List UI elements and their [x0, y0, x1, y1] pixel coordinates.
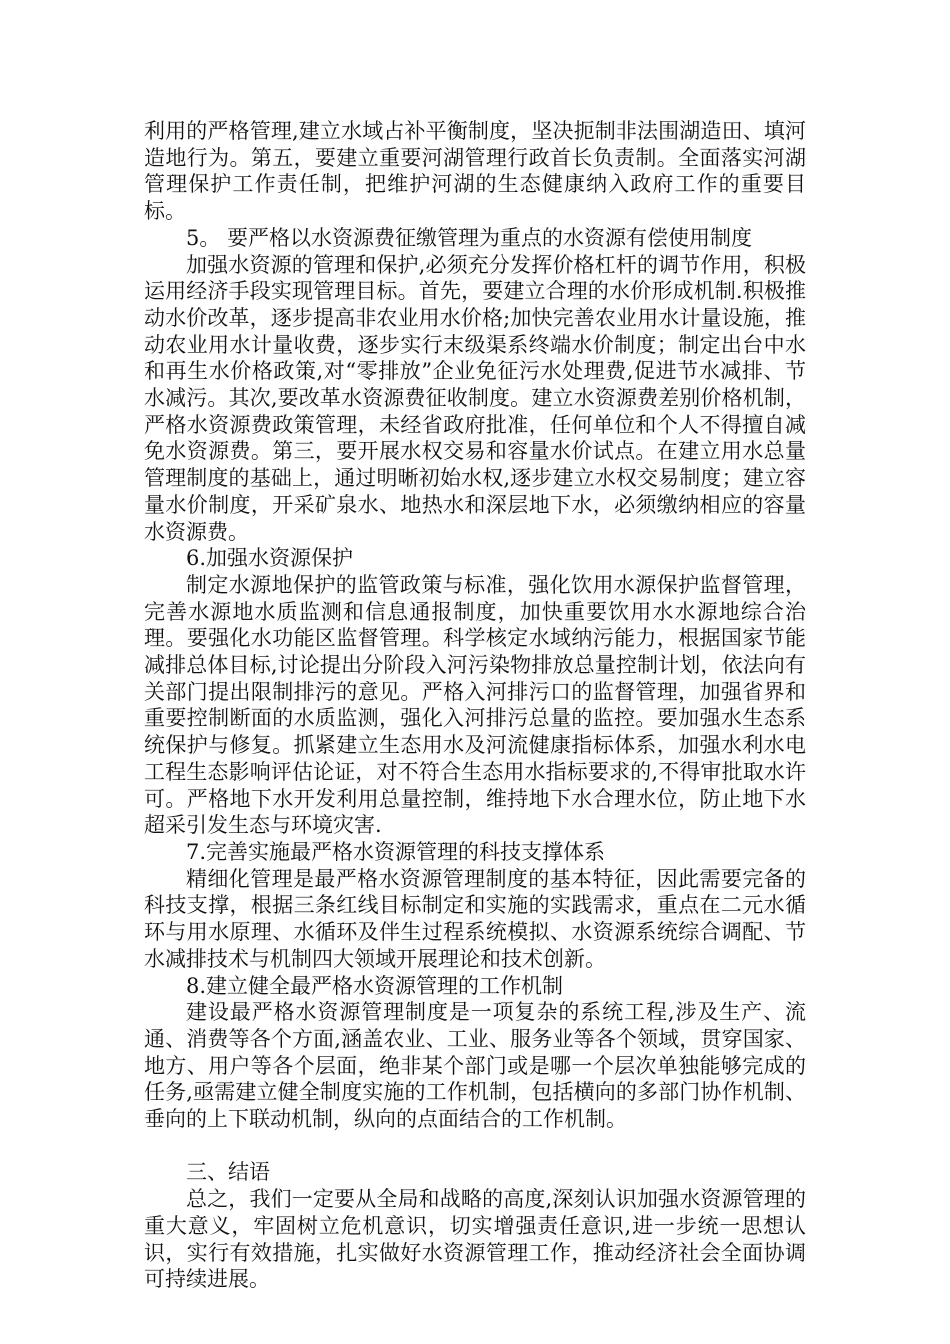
paragraph-tech-support: 精细化管理是最严格水资源管理制度的基本特征，因此需要完备的科技支撑，根据三条红线目标制定和实施的实践需求，重点在二元水循环与用水原理、水循环及伴生过程系统模拟、水资源系统综合调配、节水减排技术与机制四大领域开展理论和技术创新。	[144, 866, 806, 971]
paragraph-conclusion: 总之，我们一定要从全局和战略的高度,深刻认识加强水资源管理的重大意义，牢固树立危机意识，切实增强责任意识,进一步统一思想认识，实行有效措施，扎实做好水资源管理工作，推动经济社会全面协调可持续进展。	[144, 1187, 806, 1292]
paragraph-work-mechanism: 建设最严格水资源管理制度是一项复杂的系统工程,涉及生产、流通、消费等各个方面,涵盖农业、工业、服务业等各个领域，贯穿国家、地方、用户等各个层面，绝非某个部门或是哪一个层次单独能够完成的任务,亟需建立健全制度实施的工作机制，包括横向的多部门协作机制、垂向的上下联动机制，纵向的点面结合的工作机制。	[144, 1000, 806, 1132]
paragraph-water-protection: 制定水源地保护的监管政策与标准，强化饮用水源保护监督管理，完善水源地水质监测和信息通报制度，加快重要饮用水水源地综合治理。要强化水功能区监督管理。科学核定水域纳污能力，根据国家节能减排总体目标,讨论提出分阶段入河污染物排放总量控制计划，依法向有关部门提出限制排污的意见。严格入河排污口的监督管理，加强省界和重要控制断面的水质监测，强化入河排污总量的监控。要加强水生态系统保护与修复。抓紧建立生态用水及河流健康指标体系，加强水利水电工程生态影响评估论证，对不符合生态用水指标要求的,不得审批取水许可。严格地下水开发利用总量控制，维持地下水合理水位，防止地下水超采引发生态与环境灾害.	[144, 572, 806, 838]
section-heading-8: 8.建立健全最严格水资源管理的工作机制	[186, 973, 564, 998]
paragraph-water-pricing: 加强水资源的管理和保护,必须充分发挥价格杠杆的调节作用，积极运用经济手段实现管理目标。首先，要建立合理的水价形成机制.积极推动水价改革，逐步提高非农业用水价格;加快完善农业用水计量设施，推动农业用水计量收费，逐步实行末级渠系终端水价制度；制定出台中水和再生水价格政策,对“零排放”企业免征污水处理费,促进节水减排、节水减污。其次,要改革水资源费征收制度。建立水资源费差别价格机制，严格水资源费政策管理，未经省政府批准，任何单位和个人不得擅自减免水资源费。第三，要开展水权交易和容量水价试点。在建立用水总量管理制度的基础上，通过明晰初始水权,逐步建立水权交易制度；建立容量水价制度，开采矿泉水、地热水和深层地下水，必须缴纳相应的容量水资源费。	[144, 252, 806, 544]
paragraph-river-lake-management: 利用的严格管理,建立水域占补平衡制度，坚决扼制非法围湖造田、填河造地行为。第五，要建立重要河湖管理行政首长负责制。全面落实河湖管理保护工作责任制，把维护河湖的生态健康纳入政府工作的重要目标。	[144, 119, 806, 224]
section-heading-5: 5。 要严格以水资源费征缴管理为重点的水资源有偿使用制度	[186, 225, 753, 250]
section-heading-6: 6.加强水资源保护	[186, 546, 354, 571]
paragraph-gap	[144, 1133, 806, 1160]
conclusion-heading: 三、结语	[186, 1160, 270, 1185]
document-body	[144, 118, 806, 1293]
section-heading-7: 7.完善实施最严格水资源管理的科技支撑体系	[186, 839, 606, 864]
